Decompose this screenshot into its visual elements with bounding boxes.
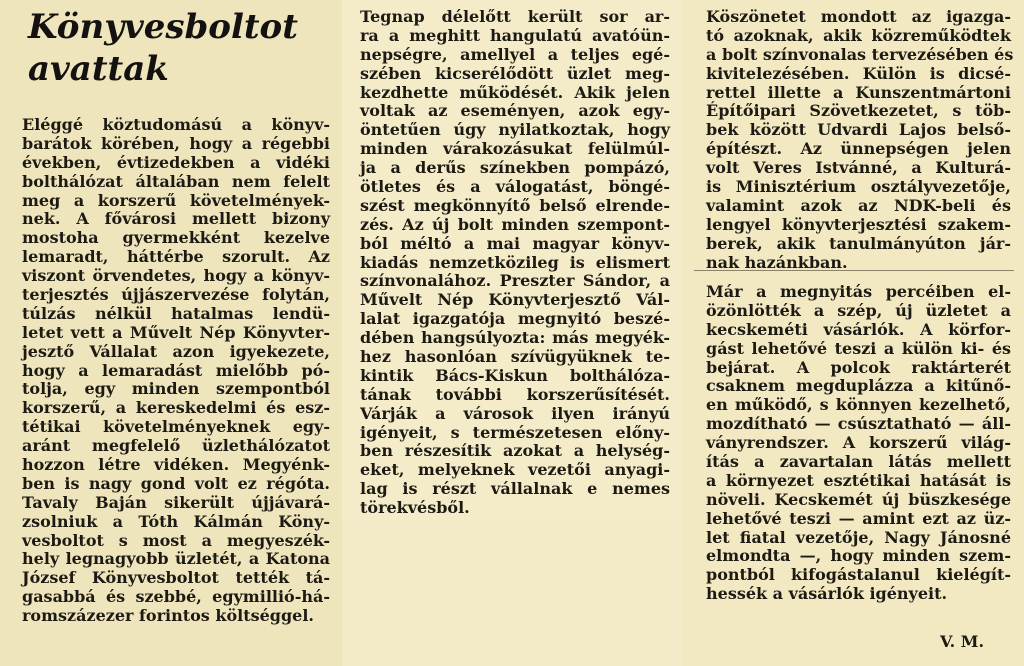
text-line: Eléggé köztudomású a könyv-	[22, 115, 330, 134]
text-line: Művelt Nép Könyvterjesztő Vál-	[360, 290, 670, 310]
text-line: volt Veres Istvánné, a Kulturá-	[706, 158, 1011, 178]
text-line: Várják a városok ilyen irányú	[360, 403, 670, 423]
text-line: eket, melyeknek vezetői anyagi-	[360, 460, 670, 480]
text-line: elmondta —, hogy minden szem-	[706, 546, 1011, 566]
text-line: letet vett a Művelt Nép Könyvter-	[22, 322, 330, 342]
text-line: zsolniuk a Tóth Kálmán Köny-	[22, 511, 330, 531]
text-line: let fiatal vezetője, Nagy Jánosné	[706, 527, 1011, 547]
blank-area	[342, 520, 682, 666]
text-line: hely legnagyobb üzletét, a Katona	[22, 549, 330, 569]
text-line: Köszönetet mondott az igazga-	[706, 7, 1011, 26]
headline-line-2: avattak	[28, 49, 169, 89]
text-line: öntetűen úgy nyilatkoztak, hogy	[360, 120, 670, 140]
text-line: is Minisztérium osztályvezetője,	[706, 177, 1011, 197]
text-line: építészt. Az ünnepségen jelen	[706, 139, 1011, 159]
text-line: kiadás nemzetközileg is elismert	[360, 252, 670, 272]
text-line: bejárat. A polcok raktárterét	[706, 357, 1011, 377]
text-line: hozzon létre vidéken. Megyénk-	[22, 455, 330, 475]
article-column-3-bottom	[706, 283, 1011, 604]
text-line: tó azoknak, akik közreműködtek	[706, 25, 1011, 45]
text-line: bolthálózat általában nem felelt	[22, 171, 330, 191]
text-line: években, évtizedekben a vidéki	[22, 152, 330, 172]
text-line: barátok körében, hogy a régebbi	[22, 133, 330, 153]
text-line: lalat igazgatója megnyitó beszé-	[360, 309, 670, 329]
text-line: viszont örvendetes, hogy a könyv-	[22, 266, 330, 286]
text-line: növeli. Kecskemét új büszkesége	[706, 489, 1011, 509]
headline-line-1: Könyvesboltot	[28, 7, 298, 47]
headline	[28, 6, 328, 90]
text-line: szést megkönnyítő belső elrende-	[360, 195, 670, 215]
text-line: jesztő Vállalat azon igyekezete,	[22, 341, 330, 361]
text-line: nek. A fővárosi mellett bizony	[22, 209, 330, 229]
text-line: tának további korszerűsítését.	[360, 384, 670, 404]
text-line: mostoha gyermekként kezelve	[22, 228, 330, 248]
text-line: színvonalához. Preszter Sándor, a	[360, 271, 670, 291]
column-divider	[694, 270, 1014, 271]
text-line: tétikai követelményeknek egy-	[22, 417, 330, 437]
text-line: ja a derűs színekben pompázó,	[360, 158, 670, 178]
text-line: en működő, s könnyen kezelhető,	[706, 395, 1011, 415]
text-line: József Könyvesboltot tették tá-	[22, 568, 330, 588]
text-line: a környezet esztétikai hatását is	[706, 470, 1011, 490]
text-line: Építőipari Szövetkezetet, s töb-	[706, 101, 1011, 121]
article-column-2	[360, 8, 670, 518]
text-line: ítás a zavartalan látás mellett	[706, 452, 1011, 472]
text-line: tolja, egy minden szempontból	[22, 379, 330, 399]
text-line: ra a meghitt hangulatú avatóün-	[360, 25, 670, 45]
text-line: özönlötték a szép, új üzletet a	[706, 300, 1011, 320]
text-line: kecskeméti vásárlók. A körfor-	[706, 319, 1011, 339]
text-line: ben is nagy gond volt ez régóta.	[22, 473, 330, 493]
text-line: minden várakozásukat felülmúl-	[360, 139, 670, 159]
article-column-1	[22, 116, 330, 626]
text-line: igényeit, s természetesen előny-	[360, 422, 670, 442]
text-line: túlzás nélkül hatalmas lendü-	[22, 303, 330, 323]
text-line: hez hasonlóan szívügyüknek te-	[360, 347, 670, 367]
text-line: valamint azok az NDK-beli és	[706, 195, 1011, 215]
text-line: dében hangsúlyozta: más megyék-	[360, 328, 670, 348]
text-line: bek között Udvardi Lajos belső-	[706, 120, 1011, 140]
text-line: zés. Az új bolt minden szempont-	[360, 214, 670, 234]
text-line: vesboltot s most a megyeszék-	[22, 530, 330, 550]
text-line: kivitelezésében. Külön is dicsé-	[706, 63, 1011, 83]
text-line: pontból kifogástalanul kielégít-	[706, 565, 1011, 585]
text-line: hessék a vásárlók igényeit.	[706, 584, 948, 604]
text-line: lemaradt, háttérbe szorult. Az	[22, 247, 330, 267]
text-line: a bolt színvonalas tervezésében és	[706, 44, 1014, 64]
text-line: kezdhette működését. Akik jelen	[360, 82, 670, 102]
text-line: ból méltó a mai magyar könyv-	[360, 233, 670, 253]
text-line: gasabbá és szebbé, egymillió-há-	[22, 587, 330, 607]
text-line: szében kicserélődött üzlet meg-	[360, 63, 670, 83]
text-line: Tavaly Baján sikerült újjávará-	[22, 492, 330, 512]
text-line: ványrendszer. A korszerű világ-	[706, 433, 1011, 453]
text-line: lehetővé teszi — amint ezt az üz-	[706, 508, 1011, 528]
text-line: kintik Bács-Kiskun bolthálóza-	[360, 365, 670, 385]
text-line: rettel illette a Kunszentmártoni	[706, 82, 1011, 102]
text-line: Már a megnyitás percéiben el-	[706, 282, 1011, 301]
text-line: mozdítható — csúsztatható — áll-	[706, 414, 1011, 434]
text-line: törekvésből.	[360, 498, 470, 518]
text-line: berek, akik tanulmányúton jár-	[706, 233, 1011, 253]
text-line: nak hazánkban.	[706, 252, 848, 272]
text-line: csaknem megduplázza a kitűnő-	[706, 376, 1011, 396]
text-line: lag is részt vállalnak e nemes	[360, 479, 670, 499]
text-line: nepségre, amellyel a teljes egé-	[360, 44, 670, 64]
text-line: korszerű, a kereskedelmi és esz-	[22, 398, 330, 418]
text-line: gást lehetővé teszi a külön ki- és	[706, 338, 1011, 358]
text-line: romszázezer forintos költséggel.	[22, 606, 314, 626]
text-line: hogy a lemaradást mielőbb pó-	[22, 360, 330, 380]
text-line: voltak az eseményen, azok egy-	[360, 101, 670, 121]
text-line: ötletes és a válogatást, böngé-	[360, 177, 670, 197]
text-line: ben részesítik azokat a helység-	[360, 441, 670, 461]
text-line: Tegnap délelőtt került sor ar-	[360, 7, 670, 26]
article-column-3-top	[706, 7, 1014, 272]
author-signature: V. M.	[940, 632, 985, 651]
text-line: terjesztés újjászervezése folytán,	[22, 285, 330, 305]
text-line: aránt megfelelő üzlethálózatot	[22, 436, 330, 456]
text-line: lengyel könyvterjesztési szakem-	[706, 214, 1011, 234]
text-line: meg a korszerű követelmények-	[22, 190, 330, 210]
